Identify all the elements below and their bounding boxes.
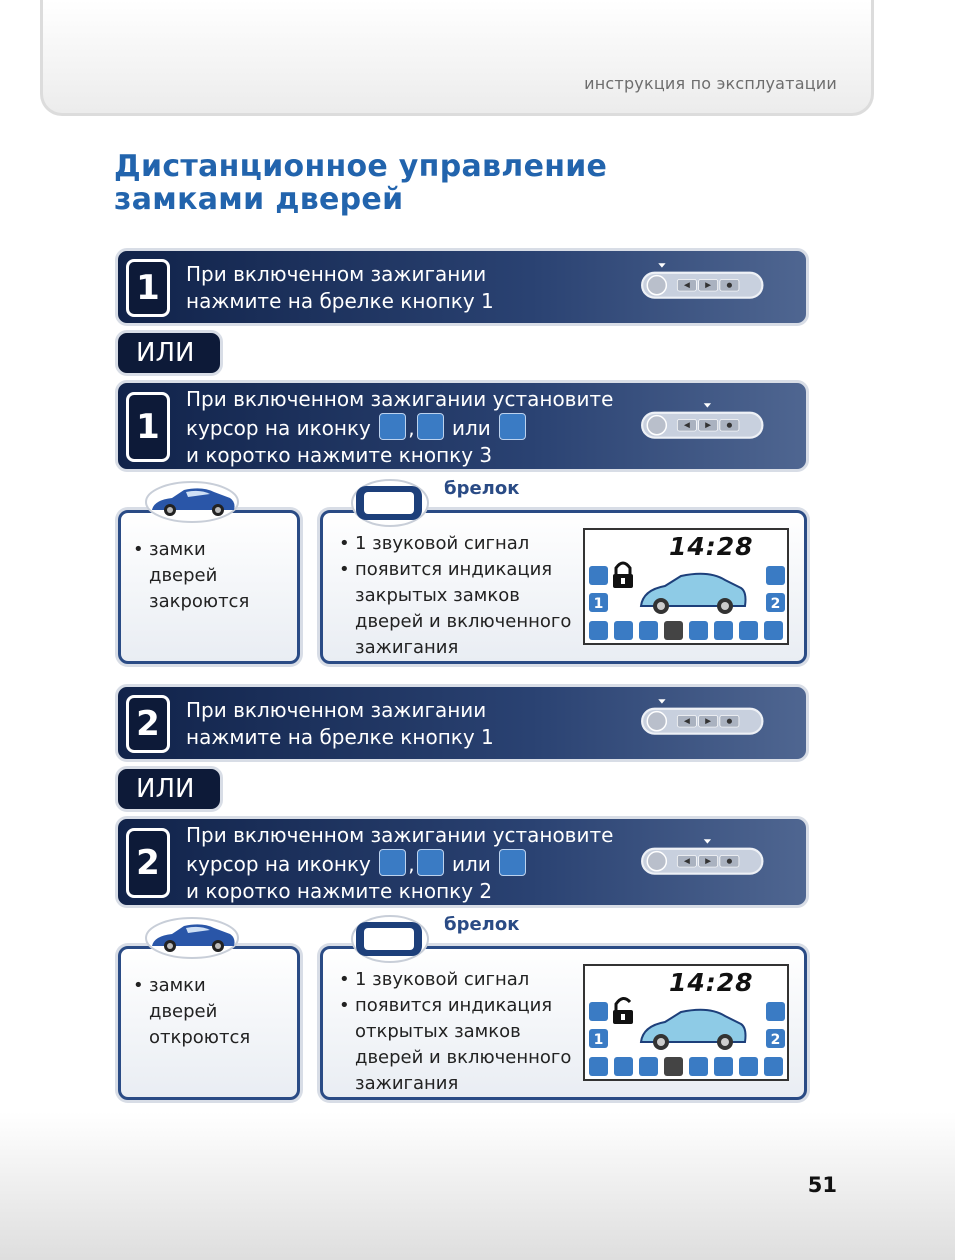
car-result-box <box>118 946 300 1100</box>
car-result-list <box>133 537 249 615</box>
car-result-box <box>118 510 300 664</box>
mute-speaker-icon <box>379 849 406 876</box>
step-number: 1 <box>126 392 170 462</box>
car-icon <box>641 574 746 614</box>
list-item: • появится индикация открытых замков дверей и включенного зажигания <box>339 993 571 1097</box>
step-text-line: и коротко нажмите кнопку 3 <box>186 443 493 467</box>
car-icon <box>144 916 240 960</box>
lcd-bottom-icon-row <box>589 1057 783 1076</box>
step-bar-1 <box>115 248 809 326</box>
list-item: • замки дверей откроются <box>133 973 250 1051</box>
step-text-line: нажмите на брелке кнопку 1 <box>186 725 494 749</box>
music-note-icon <box>417 413 444 440</box>
key-fob-display-icon <box>350 914 430 964</box>
key-fob-display-icon <box>350 478 430 528</box>
step-text-part: или <box>451 416 491 440</box>
fob-label: брелок <box>444 914 520 935</box>
step-text-line: и коротко нажмите кнопку 2 <box>186 879 493 903</box>
title-line-2: замками дверей <box>114 182 404 217</box>
lcd-time: 14:28 <box>669 532 754 561</box>
lcd-icon-1: 1 <box>593 1032 604 1048</box>
step-bar-1-alt <box>115 380 809 472</box>
step-text <box>186 822 613 905</box>
padlock-open-icon <box>613 998 633 1024</box>
key-fob-icon <box>618 401 788 445</box>
or-label: ИЛИ <box>115 766 223 812</box>
step-text-line: При включенном зажигании <box>186 698 487 722</box>
fob-lcd-screen <box>583 964 789 1081</box>
music-note-icon <box>417 849 444 876</box>
step-text <box>186 261 494 315</box>
step-text-part: , <box>408 416 415 440</box>
fob-result-list <box>339 531 571 661</box>
step-text-line <box>186 413 613 442</box>
list-item: • 1 звуковой сигнал <box>339 531 571 557</box>
car-icon <box>144 480 240 524</box>
lcd-icon-2: 2 <box>770 1032 781 1048</box>
step-text-part: курсор на иконку <box>186 416 371 440</box>
step-text-line: При включенном зажигании установите <box>186 387 614 411</box>
list-item: • 1 звуковой сигнал <box>339 967 571 993</box>
fob-lcd-screen <box>583 528 789 645</box>
fob-result-list <box>339 967 571 1097</box>
page-header <box>40 0 874 116</box>
step-text-line: При включенном зажигании установите <box>186 823 614 847</box>
step-text-part: , <box>408 852 415 876</box>
lcd-icon-2: 2 <box>770 596 781 612</box>
step-number: 2 <box>126 828 170 898</box>
step-bar-2-alt <box>115 816 809 908</box>
double-note-icon <box>499 849 526 876</box>
step-number: 2 <box>126 695 170 753</box>
key-fob-icon <box>618 261 788 305</box>
step-text <box>186 697 494 751</box>
step-text-line: При включенном зажигании <box>186 262 487 286</box>
lcd-icon-1: 1 <box>593 596 604 612</box>
list-item: • появится индикация закрытых замков дверей и включенного зажигания <box>339 557 571 661</box>
double-note-icon <box>499 413 526 440</box>
page-number: 51 <box>807 1173 837 1197</box>
list-item: • замки дверей закроются <box>133 537 249 615</box>
lcd-icons <box>585 966 787 1079</box>
padlock-closed-icon <box>613 563 633 588</box>
step-number: 1 <box>126 259 170 317</box>
key-fob-icon <box>618 837 788 881</box>
step-text-line <box>186 849 613 878</box>
lcd-bottom-icon-row <box>589 621 783 640</box>
title-line-1: Дистанционное управление <box>114 149 608 184</box>
step-text-part: или <box>451 852 491 876</box>
step-text <box>186 386 613 469</box>
page-title <box>114 150 607 216</box>
lcd-time: 14:28 <box>669 968 754 997</box>
step-bar-2 <box>115 684 809 762</box>
fob-label: брелок <box>444 478 520 499</box>
or-label: ИЛИ <box>115 330 223 376</box>
lcd-icons <box>585 530 787 643</box>
key-fob-icon <box>618 697 788 741</box>
header-caption: инструкция по эксплуатации <box>584 74 837 93</box>
step-text-line: нажмите на брелке кнопку 1 <box>186 289 494 313</box>
step-text-part: курсор на иконку <box>186 852 371 876</box>
mute-speaker-icon <box>379 413 406 440</box>
car-icon <box>641 1010 746 1050</box>
car-result-list <box>133 973 250 1051</box>
